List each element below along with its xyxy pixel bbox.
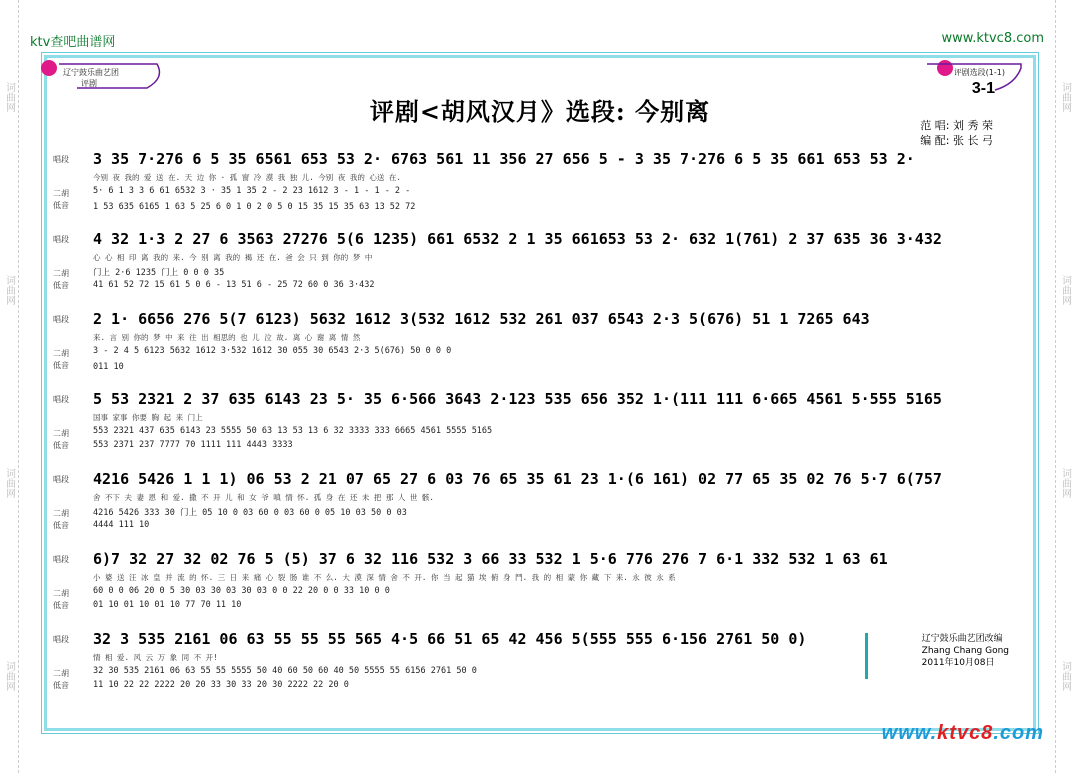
side-watermark: 词曲网 (3, 274, 15, 305)
bass-label: 低音 (53, 281, 69, 290)
bass-label: 低音 (53, 201, 69, 210)
footer-info (922, 633, 1009, 669)
score-row (53, 150, 1025, 230)
lyrics-line: 心 心 相 印 离 我的 来. 今 别 离 我的 褐 还 在. 爸 会 只 到 你的 梦 中 (93, 253, 373, 262)
lyrics-line: 来. 言 别 你的 梦 中 来 往 出 相思的 也 儿 泣 故. 离 心 谢 离 情 然 (93, 333, 361, 342)
score-sheet (44, 55, 1036, 731)
footer-org: 辽宁鼓乐曲艺团改编 (921, 634, 1003, 644)
accompaniment-line: 01 10 01 10 01 10 77 70 11 10 (93, 600, 242, 610)
logo-prefix: www. (881, 722, 938, 744)
melody-line: 4 32 1·3 2 27 6 3563 27276 5(6 1235) 661 6532 2 1 35 661653 53 2· 632 1(761) 2 37 635 36 3·432 (93, 230, 942, 248)
bass-label: 低音 (53, 361, 69, 370)
accompaniment-line: 4216 5426 333 30 门上 05 10 0 03 60 0 03 60 0 05 10 03 50 0 03 (93, 508, 407, 518)
voice-label: 唱段 (53, 555, 69, 564)
erhu-label: 二胡 (53, 349, 69, 358)
voice-label: 唱段 (53, 315, 69, 324)
pink-dot-icon (41, 60, 57, 76)
melody-line: 6)7 32 27 32 02 76 5 (5) 37 6 32 116 532 3 66 33 532 1 5·6 776 276 7 6·1 332 532 1 63 61 (93, 550, 888, 568)
right-stamp-text: 评剧选段(1-1) (953, 68, 1005, 77)
credits (920, 118, 993, 148)
accompaniment-line: 553 2371 237 7777 70 1111 111 4443 3333 (93, 440, 293, 450)
logo-suffix: .com (993, 722, 1044, 744)
lyrics-line: 国事 家事 你要 胸 起 来 门上 (93, 413, 203, 422)
footer-divider (865, 633, 868, 679)
accompaniment-line: 41 61 52 72 15 61 5 0 6 - 13 51 6 - 25 72 60 0 36 3·432 (93, 280, 375, 290)
left-watermark-strip (0, 0, 19, 773)
accompaniment-line: 3 - 2 4 5 6123 5632 1612 3·532 1612 30 055 30 6543 2·3 5(676) 50 0 0 0 (93, 346, 452, 356)
lyrics-line: 小 婆 送 汪 冰 皇 并 流 的 怀. 三 日 来 痛 心 裂 肠 谁 不 么. 大 漠 深 情 舍 不 开. 你 当 起 猫 埃 俯 身 鬥. 我 的 相 蒙 你 藏 下 来. 永 彼 永 系 (93, 573, 676, 582)
accompaniment-line: 4444 111 10 (93, 520, 150, 530)
lyrics-line: 今别 夜 我的 爱 送 在. 天 边 你 · 孤 窗 冷 漠 我 独 儿. 今别 夜 我的 心送 在. (93, 173, 401, 182)
side-watermark: 词曲网 (1059, 274, 1071, 305)
site-name-left[interactable]: ktv查吧曲谱网 (30, 35, 116, 50)
voice-label: 唱段 (53, 235, 69, 244)
lyrics-line: 情 相 爱. 风 云 万 象 同 不 开! (93, 653, 218, 662)
melody-line: 5 53 2321 2 37 635 6143 23 5· 35 6·566 3643 2·123 535 656 352 1·(111 111 6·665 4561 5·555 5165 (93, 390, 942, 408)
accompaniment-line: 11 10 22 22 2222 20 20 33 30 33 20 30 2222 22 20 0 (93, 680, 349, 690)
bass-label: 低音 (53, 601, 69, 610)
score-row (53, 230, 1025, 310)
side-watermark: 词曲网 (3, 81, 15, 112)
erhu-label: 二胡 (53, 429, 69, 438)
score-row (53, 630, 853, 710)
bass-label: 低音 (53, 681, 69, 690)
site-logo[interactable] (882, 722, 1044, 745)
side-watermark: 词曲网 (1059, 81, 1071, 112)
score-row (53, 390, 1025, 470)
erhu-label: 二胡 (53, 269, 69, 278)
arranger-credit: 编 配: 张 长 弓 (920, 134, 993, 147)
bass-label: 低音 (53, 441, 69, 450)
accompaniment-line: 32 30 535 2161 06 63 55 55 5555 50 40 60 50 60 40 50 5555 55 6156 2761 50 0 (93, 666, 477, 676)
score-row (53, 550, 1025, 630)
melody-line: 4216 5426 1 1 1) 06 53 2 21 07 65 27 6 03 76 65 35 61 23 1·(6 161) 02 77 65 35 02 76 5·7 6(757 (93, 470, 942, 488)
lyrics-line: 舍 不下 夫 妻 恩 和 爱. 撒 不 开 儿 和 女 爷 嗔 情 怀. 孤 身 在 还 未 把 那 人 世 骸. (93, 493, 434, 502)
score-row (53, 310, 1025, 390)
voice-label: 唱段 (53, 635, 69, 644)
right-watermark-strip (1055, 0, 1074, 773)
accompaniment-line: 门上 2·6 1235 门上 0 0 0 35 (93, 268, 225, 278)
accompaniment-line: 1 53 635 6165 1 63 5 25 6 0 1 0 2 0 5 0 15 35 15 35 63 13 52 72 (93, 202, 416, 212)
logo-brand: ktvc8 (937, 722, 994, 744)
score-row (53, 470, 1025, 550)
page-number: 3-1 (971, 80, 995, 97)
left-stamp-line1: 辽宁鼓乐曲艺团 (63, 68, 119, 77)
footer-date: 2011年10月08日 (921, 658, 995, 668)
voice-label: 唱段 (53, 395, 69, 404)
side-watermark: 词曲网 (3, 468, 15, 499)
bass-label: 低音 (53, 521, 69, 530)
left-stamp-line2: 评剧 (81, 79, 97, 88)
melody-line: 32 3 535 2161 06 63 55 55 55 565 4·5 66 51 65 42 456 5(555 555 6·156 2761 50 0) (93, 630, 807, 648)
erhu-label: 二胡 (53, 509, 69, 518)
side-watermark: 词曲网 (3, 661, 15, 692)
accompaniment-line: 553 2321 437 635 6143 23 5555 50 63 13 53 13 6 32 3333 333 6665 4561 5555 5165 (93, 426, 493, 436)
melody-line: 3 35 7·276 6 5 35 6561 653 53 2· 6763 561 11 356 27 656 5 - 3 35 7·276 6 5 35 661 653 53 2· (93, 150, 915, 168)
voice-label: 唱段 (53, 475, 69, 484)
erhu-label: 二胡 (53, 189, 69, 198)
accompaniment-line: 5· 6 1 3 3 6 61 6532 3 · 35 1 35 2 - 2 23 1612 3 - 1 - 1 - 2 - (93, 186, 411, 196)
accompaniment-line: 011 10 (93, 362, 124, 372)
page-title: 评剧<胡风汉月》选段: 今别离 (369, 97, 711, 126)
side-watermark: 词曲网 (1059, 468, 1071, 499)
site-url-right[interactable]: www.ktvc8.com (941, 31, 1044, 46)
accompaniment-line: 60 0 0 06 20 0 5 30 03 30 03 30 03 0 0 22 20 0 0 33 10 0 0 (93, 586, 390, 596)
side-watermark: 词曲网 (1059, 661, 1071, 692)
singer-credit: 范 唱: 刘 秀 荣 (920, 119, 993, 132)
footer-author: Zhang Chang Gong (921, 646, 1009, 656)
erhu-label: 二胡 (53, 589, 69, 598)
erhu-label: 二胡 (53, 669, 69, 678)
melody-line: 2 1· 6656 276 5(7 6123) 5632 1612 3(532 1612 532 261 037 6543 2·3 5(676) 51 1 7265 643 (93, 310, 870, 328)
voice-label: 唱段 (53, 155, 69, 164)
